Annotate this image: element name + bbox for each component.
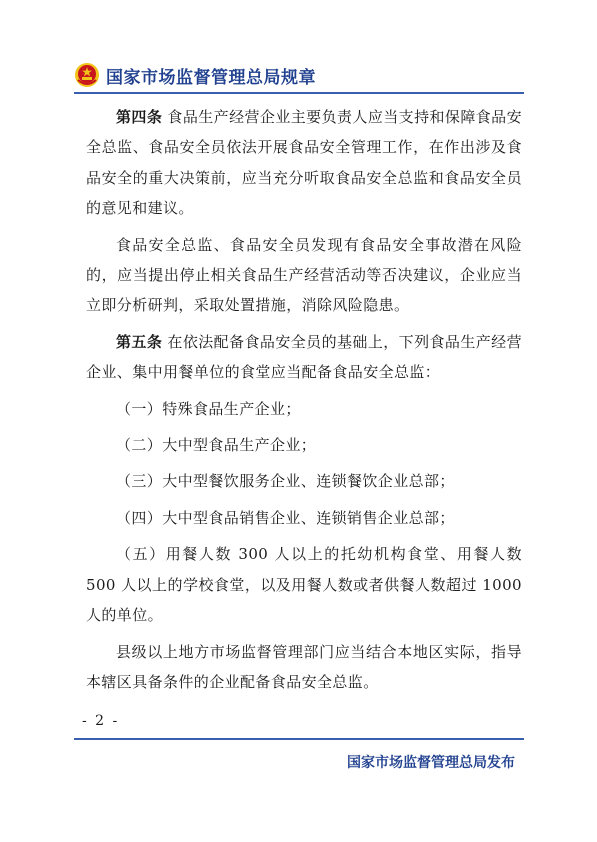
header-divider [74,92,524,94]
paragraph-text: 县级以上地方市场监督管理部门应当结合本地区实际，指导本辖区具备条件的企业配备食品安全总监。 [86,642,522,691]
paragraph-text: （二）大中型食品生产企业； [116,436,317,455]
list-item [86,430,522,460]
paragraph-text: （三）大中型餐饮服务企业、连锁餐饮企业总部； [116,472,455,491]
article-lead: 第五条 [116,332,163,351]
paragraph-text: （一）特殊食品生产企业； [116,399,301,418]
list-item [86,394,522,424]
paragraph [86,230,522,321]
paragraph-text: （四）大中型食品销售企业、连锁销售企业总部； [116,508,455,527]
paragraph-text: 食品生产经营企业主要负责人应当支持和保障食品安全总监、食品安全员依法开展食品安全管理工作，在作出涉及食品安全的重大决策前，应当充分听取食品安全总监和食品安全员的意见和建议。 [86,108,522,218]
page-number: - 2 - [82,713,120,729]
article-lead: 第四条 [116,108,163,126]
footer-publisher: 国家市场监督管理总局发布 [347,755,515,771]
page-header [74,60,316,90]
footer-divider [74,738,524,740]
paragraph [86,637,522,698]
national-emblem-icon [74,62,100,88]
paragraph-text: 食品安全总监、食品安全员发现有食品安全事故潜在风险的，应当提出停止相关食品生产经营活动等否决建议，企业应当立即分析研判，采取处置措施，消除风险隐患。 [86,235,522,315]
list-item [86,503,522,533]
paragraph [86,102,522,224]
document-body [86,102,522,703]
list-item [86,466,522,496]
header-title: 国家市场监督管理总局规章 [106,67,316,88]
paragraph-text: （五）用餐人数 300 人以上的托幼机构食堂、用餐人数 500 人以上的学校食堂，以及用餐人数或者供餐人数超过 1000 人的单位。 [86,545,522,625]
paragraph [86,327,522,388]
paragraph-text: 在依法配备食品安全员的基础上，下列食品生产经营企业、集中用餐单位的食堂应当配备食品安全总监： [86,332,522,382]
list-item [86,539,522,630]
